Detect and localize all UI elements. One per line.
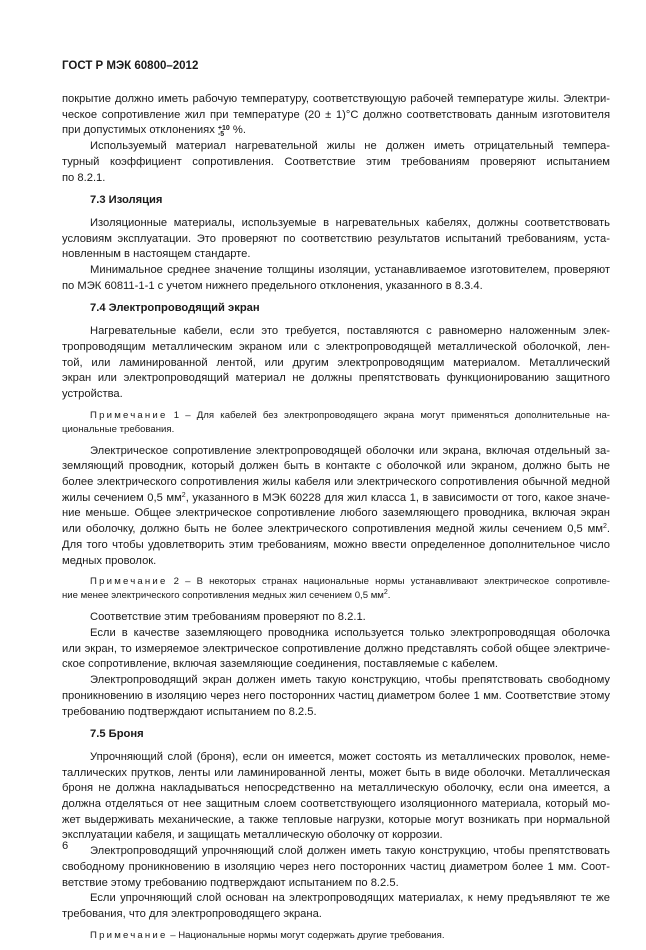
text-line: ское сопротивление, включая заземляющие соединения, поставляемые с кабелем. [62, 658, 498, 671]
text-line [62, 575, 610, 589]
text-line: таллических прутков, ленты или ламинированной ленты, может быть в виде оболочки. Металлическая [62, 766, 610, 779]
text-line: экран или электропроводящий материал не должны препятствовать функционированию защитного [62, 372, 610, 385]
text-line: той, или ламинированной лентой, или другим электропроводящим материалом. Металлический [62, 356, 610, 369]
text-line: новленным в настоящем стандарте. [62, 248, 251, 261]
text-line: земляющий проводник, который должен быть в контакте с оболочкой или экраном, должно быть не [62, 460, 610, 473]
text-line: условиям эксплуатации. Это проверяют по соответствию результатов испытаний требованиям, уста- [62, 232, 610, 245]
text-line: требования, что для электропроводящего экрана. [62, 907, 322, 920]
text-line: Если в качестве заземляющего проводника используется только электропроводящая оболочка [90, 626, 610, 639]
document-body [62, 92, 610, 950]
text-line: проникновению в изоляцию через него посторонних частиц диаметром более 1 мм. Соответствие этому [62, 689, 610, 702]
paragraph [62, 673, 610, 720]
text-line: покрытие должно иметь рабочую температуру, соответствующую рабочей температуре жилы. Электри- [62, 93, 610, 105]
page-number: 6 [62, 840, 69, 852]
paragraph [62, 263, 610, 294]
note-label: Примечание [90, 576, 168, 588]
paragraph [62, 844, 610, 891]
paragraph [62, 610, 610, 626]
text-line: Используемый материал нагревательной жилы не должен иметь отрицательный темпера- [90, 140, 610, 153]
paragraph [62, 324, 610, 403]
text: – Национальные нормы могут содержать другие требования. [167, 929, 445, 941]
text-line: броня не должна накладываться непосредственно на металлическую оболочку, если она имеется, а [62, 782, 610, 795]
text-line: Если упрочняющий слой основан на электропроводящих материалах, к нему предъявляют те же [90, 892, 610, 905]
text-line: по МЭК 60811-1-1 с учетом нижнего предельного отклонения, указанного в 8.3.4. [62, 279, 483, 292]
text-line [62, 409, 610, 423]
note-label: Примечание [90, 409, 168, 421]
text-line: Электропроводящий экран должен иметь такую конструкцию, чтобы препятствовать свободному [90, 674, 610, 687]
text-line: должна отделяться от нее защитным слоем соответствующего изоляционного материала, который мо- [62, 798, 610, 811]
tolerance-minus: -5 [217, 131, 225, 139]
text: при допустимых отклонениях [62, 124, 218, 137]
section-heading-7-4: 7.4 Электропроводящий экран [90, 302, 260, 315]
text-line: ние меньше. Общее электрическое сопротивление любого заземляющего проводника, включая экран [62, 507, 610, 520]
text-line: Упрочняющий слой (броня), если он имеется, может состоять из металлических проволок, неме- [90, 750, 610, 763]
text: ние менее электрического сопротивления медных жил сечением 0,5 мм [62, 590, 384, 602]
text-line [62, 589, 610, 603]
paragraph [62, 750, 610, 844]
text: 1 – Для кабелей без электропроводящего экрана могут применяться дополнительные на- [167, 409, 610, 421]
text-line: жет выдерживать механические, а также тепловые нагрузки, которые могут возникать при нормальной [62, 813, 610, 826]
text-line [62, 522, 610, 538]
text-line: устройства. [62, 387, 123, 400]
text: жилы сечением 0,5 мм [62, 491, 182, 504]
note-2 [62, 575, 610, 603]
superscript: 2 [383, 589, 388, 597]
text: , указанного в МЭК 60228 для жил класса 1, в зависимости от того, какое значе- [185, 491, 610, 504]
text-line: циональные требования. [62, 423, 175, 435]
text-line: Электрическое сопротивление электропроводящей оболочки или экрана, включая отдельный за- [90, 444, 610, 457]
text: %. [229, 124, 246, 137]
section-heading-7-5: 7.5 Броня [90, 728, 144, 741]
text-line: Минимальное среднее значение толщины изоляции, устанавливаемое изготовителем, проверяют [90, 264, 610, 277]
text-line: медных проволок. [62, 554, 157, 567]
text-line [62, 123, 610, 139]
text: . [387, 590, 391, 602]
text-line [62, 491, 610, 507]
text-line: турный коэффициент сопротивления. Соответствие этим требованиям проверяют испытанием [62, 155, 610, 168]
text: 2 – В некоторых странах национальные нормы устанавливают электрическое сопротивле- [167, 576, 610, 588]
note-1 [62, 409, 610, 437]
text-line: Нагревательные кабели, если это требуется, поставляются с равномерно наложенным элек- [90, 325, 610, 338]
document-header: ГОСТ Р МЭК 60800–2012 [62, 60, 199, 72]
section-heading-7-3: 7.3 Изоляция [90, 194, 163, 207]
text-line [62, 929, 610, 943]
text-line: тропроводящим металлическим экраном или с электропроводящей металлической оболочкой, лен- [62, 340, 610, 353]
text-line: более электрического сопротивления жилы кабеля или электрического сопротивления обычной медной [62, 476, 610, 489]
text-line: или экран, то измеряемое электрическое сопротивление должно представлять собой общее электриче- [62, 642, 610, 655]
paragraph [62, 891, 610, 922]
paragraph [62, 626, 610, 673]
text: . [606, 523, 610, 536]
note-3 [62, 929, 610, 943]
tolerance-plus: +10 [217, 125, 230, 133]
text-line: свободному проникновению в изоляцию через него посторонних частиц диаметром более 1 мм. Соот- [62, 860, 610, 873]
note-label: Примечание [90, 929, 168, 941]
text: или оболочку, должно быть не более электрического сопротивления медной жилы сечением 0,5 мм [62, 523, 603, 536]
superscript: 2 [181, 491, 186, 499]
paragraph [62, 216, 610, 263]
paragraph [62, 92, 610, 139]
text-line: Соответствие этим требованиям проверяют по 8.2.1. [90, 611, 366, 624]
paragraph [62, 444, 610, 570]
tolerance [218, 126, 230, 138]
superscript: 2 [602, 523, 607, 531]
text-line: по 8.2.1. [62, 171, 106, 184]
text-line: эксплуатации кабеля, и защищать металлическую оболочку от коррозии. [62, 829, 443, 842]
text-line: Электропроводящий упрочняющий слой должен иметь такую конструкцию, чтобы препятствовать [90, 845, 610, 858]
text-line: Для того чтобы удовлетворить этим требованиям, можно ввести определенное дополнительное число [62, 538, 610, 551]
text-line: ветствие этому требованию подтверждают испытанием по 8.2.5. [62, 876, 399, 889]
text-line: ческое сопротивление жил при температуре (20 ± 1)°С должно соответствовать данным изготовителя [62, 108, 610, 121]
text-line: Изоляционные материалы, используемые в нагревательных кабелях, должны соответствовать [90, 216, 610, 229]
paragraph [62, 139, 610, 186]
text-line: требованию подтверждают испытанием по 8.2.5. [62, 705, 317, 718]
